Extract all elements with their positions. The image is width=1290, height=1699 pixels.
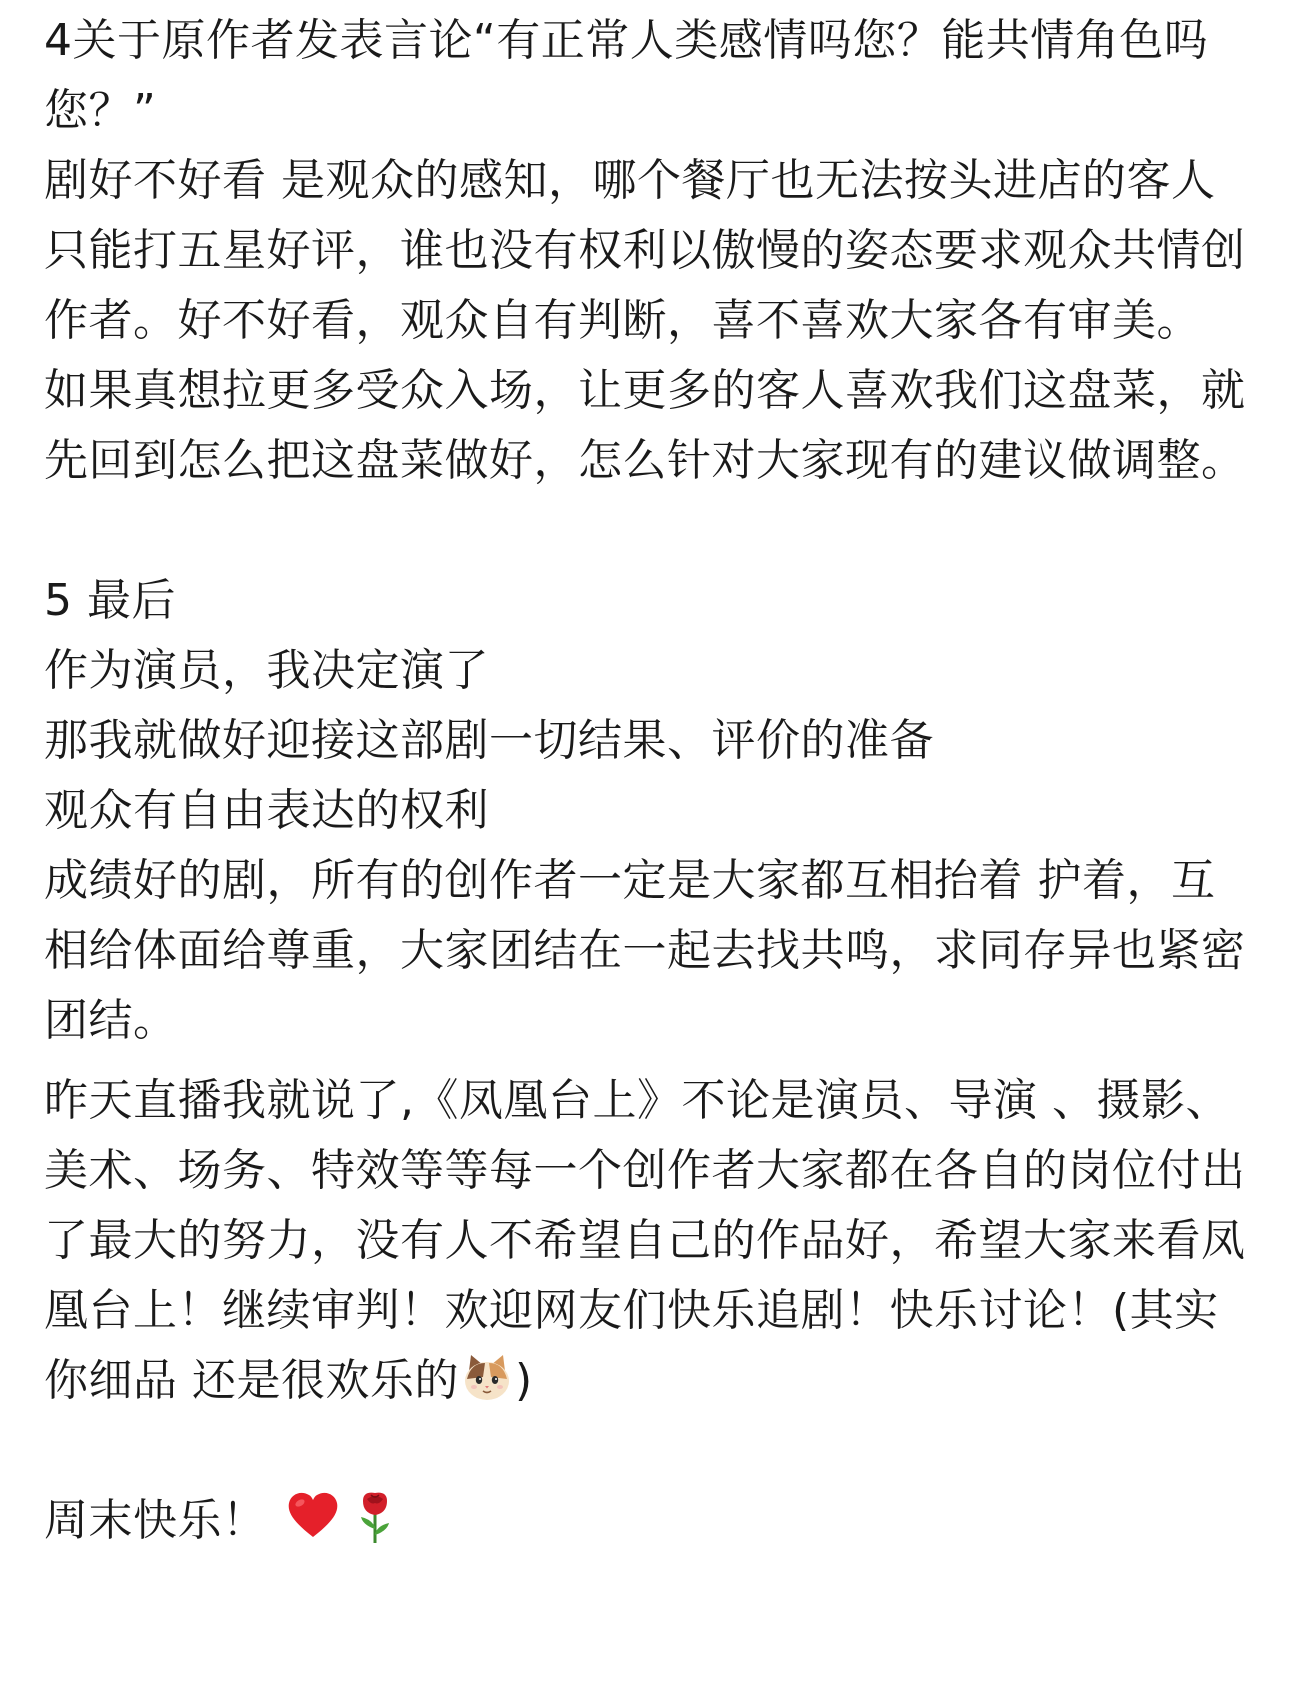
red-heart-emoji-icon bbox=[285, 1489, 341, 1541]
rose-emoji-icon bbox=[353, 1489, 397, 1545]
blank-line bbox=[44, 1416, 1259, 1486]
post-content bbox=[44, 6, 1259, 1556]
section4-paragraph-2: 如果真想拉更多受众入场，让更多的客人喜欢我们这盘菜，就先回到怎么把这盘菜做好，怎么针对大家现有的建议做调整。 bbox=[44, 365, 1246, 486]
section5-paragraph-5-text: 昨天直播我就说了,《凤凰台上》不论是演员、导演 、摄影、美术、场务、特效等等每一个创作者大家都在各自的岗位付出了最大的努力，没有人不希望自己的作品好，希望大家来看凤凰台上！继续审判！欢迎网友们快乐追剧！快乐讨论！(其实你细品 还是很欢乐的 bbox=[44, 1075, 1246, 1406]
section5-paragraph-4: 成绩好的剧，所有的创作者一定是大家都互相抬着 护着，互相给体面给尊重，大家团结在一起去找共鸣，求同存异也紧密团结。 bbox=[44, 855, 1246, 1046]
paragraph-spacer bbox=[44, 1056, 1259, 1066]
closing-line bbox=[44, 1486, 1259, 1556]
closing-text: 周末快乐！ bbox=[44, 1495, 267, 1546]
section5-paragraph-5 bbox=[44, 1066, 1259, 1416]
blank-line bbox=[44, 496, 1259, 566]
section5-paragraph-5-close: ) bbox=[515, 1355, 533, 1406]
cat-face-emoji-icon bbox=[461, 1351, 513, 1403]
section5-line-1: 作为演员，我决定演了 bbox=[44, 645, 489, 696]
section4-heading: 4关于原作者发表言论“有正常人类感情吗您？能共情角色吗您？” bbox=[44, 15, 1209, 136]
section5-line-3: 观众有自由表达的权利 bbox=[44, 785, 489, 836]
section5-line-2: 那我就做好迎接这部剧一切结果、评价的准备 bbox=[44, 715, 934, 766]
section5-heading: 5 最后 bbox=[44, 575, 176, 626]
section4-paragraph-1: 剧好不好看 是观众的感知，哪个餐厅也无法按头进店的客人只能打五星好评，谁也没有权利以傲慢的姿态要求观众共情创作者。好不好看，观众自有判断，喜不喜欢大家各有审美。 bbox=[44, 155, 1246, 346]
